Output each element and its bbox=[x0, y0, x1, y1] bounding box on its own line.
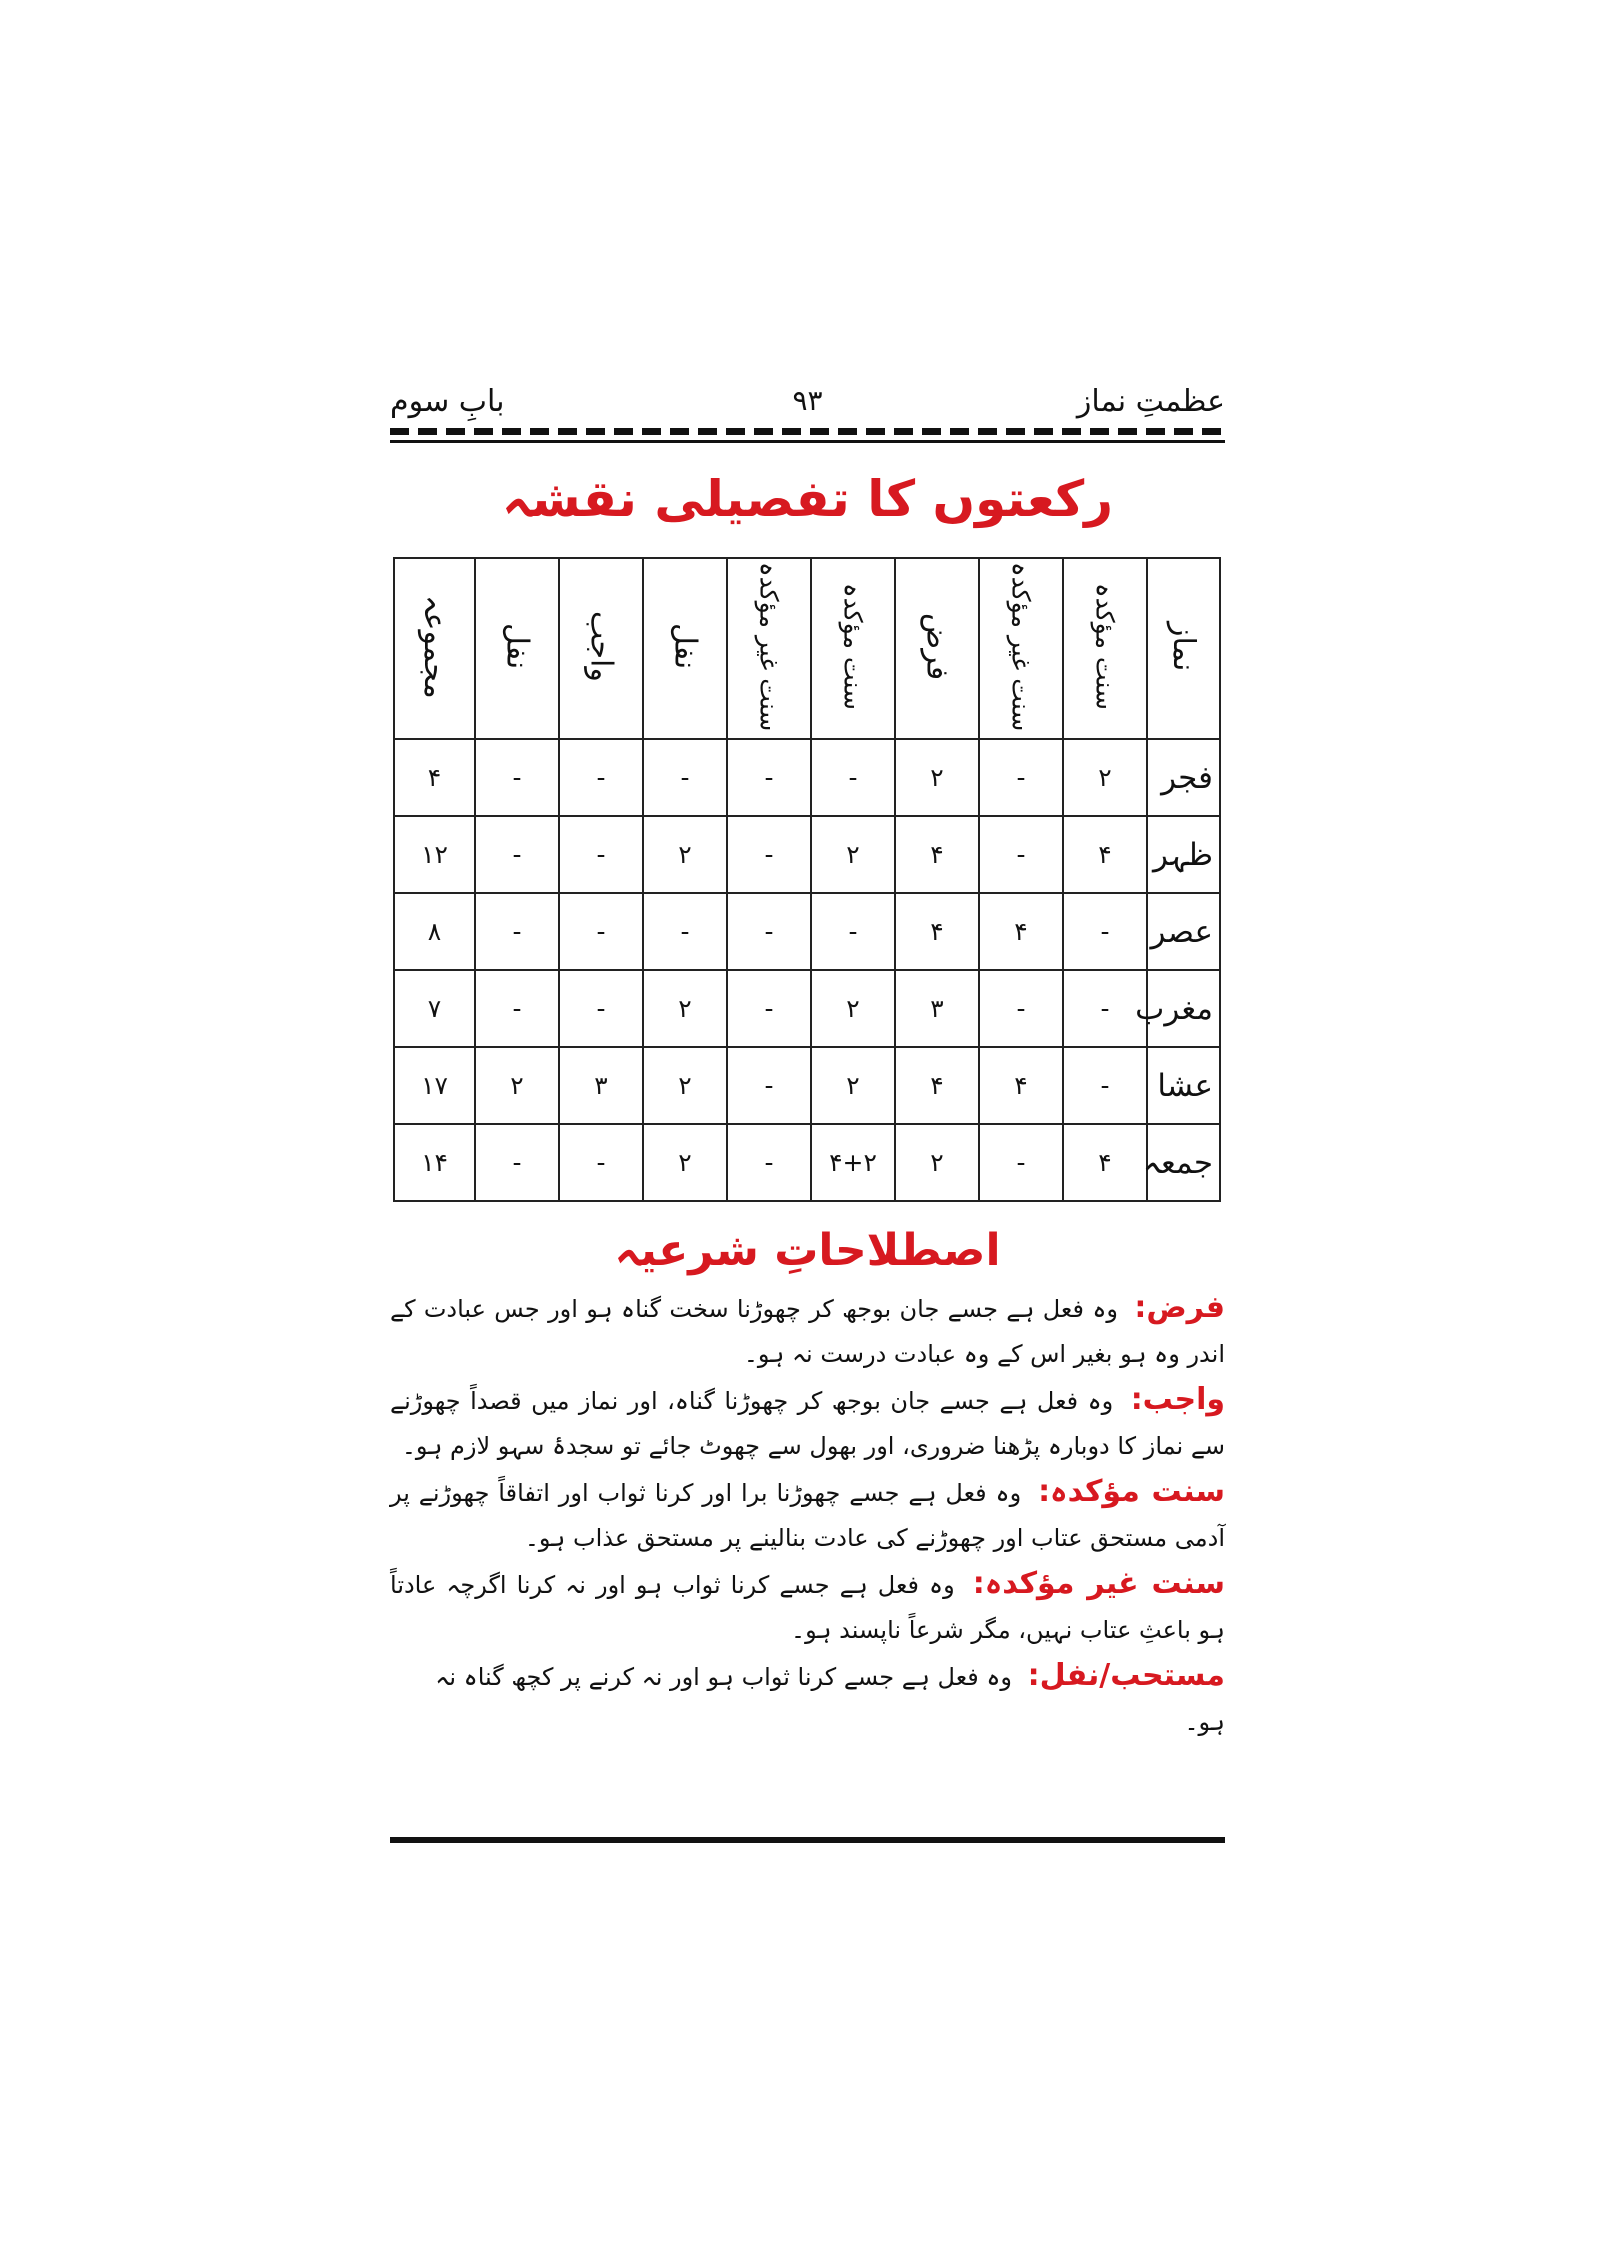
prayer-name: عشا bbox=[1147, 1047, 1220, 1124]
table-cell: - bbox=[559, 816, 643, 893]
table-cell: - bbox=[727, 816, 811, 893]
table-cell: ۲ bbox=[643, 1124, 727, 1201]
definition-term: سنت غیر مؤکدہ: bbox=[972, 1566, 1225, 1601]
table-cell: ۴ bbox=[979, 893, 1063, 970]
table-cell: ۴ bbox=[394, 739, 475, 816]
table-cell: ۱۷ bbox=[394, 1047, 475, 1124]
column-header: فرض bbox=[895, 558, 979, 739]
bottom-rule bbox=[390, 1837, 1225, 1843]
definition-text: وہ فعل ہے جسے کرنا ثواب ہو اور نہ کرنے پر کچھ گناہ نہ ہو۔ bbox=[435, 1663, 1225, 1736]
definition-text: وہ فعل ہے جسے جان بوجھ کر چھوڑنا سخت گناہ ہو اور جس عبادت کے اندر وہ ہو بغیر اس کے وہ عبادت درست نہ ہو۔ bbox=[390, 1295, 1225, 1368]
table-cell: ۲ bbox=[643, 1047, 727, 1124]
definition-term: فرض: bbox=[1134, 1290, 1225, 1325]
table-cell: - bbox=[979, 970, 1063, 1047]
prayer-name: جمعہ bbox=[1147, 1124, 1220, 1201]
table-cell: - bbox=[559, 893, 643, 970]
chapter-label: بابِ سوم bbox=[390, 384, 505, 419]
definition-term: مستحب/نفل: bbox=[1027, 1658, 1225, 1693]
column-header: نفل bbox=[475, 558, 559, 739]
table-cell: ۲ bbox=[895, 739, 979, 816]
table-cell: ۱۲ bbox=[394, 816, 475, 893]
column-header: نفل bbox=[643, 558, 727, 739]
table-cell: - bbox=[475, 970, 559, 1047]
table-cell: - bbox=[559, 1124, 643, 1201]
table-cell: - bbox=[559, 739, 643, 816]
definition-wajib bbox=[390, 1377, 1225, 1469]
column-header: سنت مؤکدہ bbox=[811, 558, 895, 739]
table-cell: - bbox=[727, 1047, 811, 1124]
definition-text: وہ فعل ہے جسے کرنا ثواب ہو اور نہ کرنا اگرچہ عادتاً ہو باعثِ عتاب نہیں، مگر شرعاً ناپسند ہو۔ bbox=[390, 1571, 1225, 1644]
table-title: رکعتوں کا تفصیلی نقشہ bbox=[502, 470, 1113, 528]
table-row bbox=[394, 816, 1220, 893]
table-row bbox=[394, 970, 1220, 1047]
table-cell: - bbox=[979, 739, 1063, 816]
table-cell: - bbox=[475, 1124, 559, 1201]
table-cell: ۲ bbox=[1063, 739, 1147, 816]
prayer-name: ظہر bbox=[1147, 816, 1220, 893]
table-cell: - bbox=[1063, 1047, 1147, 1124]
table-cell: - bbox=[1063, 893, 1147, 970]
table-cell: ۲ bbox=[475, 1047, 559, 1124]
column-header: مجموعہ bbox=[394, 558, 475, 739]
table-cell: ۲ bbox=[895, 1124, 979, 1201]
table-cell: ۴ bbox=[895, 816, 979, 893]
table-row bbox=[394, 1124, 1220, 1201]
table-cell: ۲ bbox=[811, 970, 895, 1047]
table-cell: ۸ bbox=[394, 893, 475, 970]
rakat-table bbox=[393, 557, 1221, 1202]
prayer-name: فجر bbox=[1147, 739, 1220, 816]
table-cell: - bbox=[979, 816, 1063, 893]
page-number: ۹۳ bbox=[792, 384, 823, 417]
definition-text: وہ فعل ہے جسے جان بوجھ کر چھوڑنا گناہ، اور نماز میں قصداً چھوڑنے سے نماز کا دوبارہ پڑھنا ضروری، اور بھول سے چھوٹ جائے تو سجدۂ سہو لازم ہو۔ bbox=[390, 1387, 1225, 1460]
table-cell: ۴ bbox=[895, 893, 979, 970]
book-title: عظمتِ نماز bbox=[1076, 384, 1225, 419]
table-cell: - bbox=[811, 893, 895, 970]
table-cell: - bbox=[643, 893, 727, 970]
table-cell: ۴+۲ bbox=[811, 1124, 895, 1201]
prayer-name: عصر bbox=[1147, 893, 1220, 970]
column-header: سنت غیر مؤکدہ bbox=[727, 558, 811, 739]
definition-text: وہ فعل ہے جسے چھوڑنا برا اور کرنا ثواب اور اتفاقاً چھوڑنے پر آدمی مستحق عتاب اور چھوڑنے کی عادت بنالینے پر مستحق عذاب ہو۔ bbox=[390, 1479, 1225, 1552]
definition-term: سنت مؤکدہ: bbox=[1038, 1474, 1225, 1509]
table-cell: - bbox=[475, 816, 559, 893]
table-cell: ۱۴ bbox=[394, 1124, 475, 1201]
table-cell: ۳ bbox=[895, 970, 979, 1047]
column-header: نماز bbox=[1147, 558, 1220, 739]
table-cell: - bbox=[727, 970, 811, 1047]
column-header: واجب bbox=[559, 558, 643, 739]
table-cell: ۷ bbox=[394, 970, 475, 1047]
definition-sunnat-muakkada bbox=[390, 1469, 1225, 1561]
table-cell: - bbox=[979, 1124, 1063, 1201]
running-header bbox=[390, 380, 1225, 430]
dashed-divider bbox=[390, 428, 1225, 435]
book-page bbox=[390, 380, 1225, 1860]
table-cell: - bbox=[727, 739, 811, 816]
terms-title: اصطلاحاتِ شرعیہ bbox=[614, 1225, 1001, 1276]
table-cell: ۴ bbox=[1063, 816, 1147, 893]
definition-term: واجب: bbox=[1130, 1382, 1225, 1417]
definition-sunnat-ghair-muakkada bbox=[390, 1561, 1225, 1653]
definition-mustahab-nafl bbox=[390, 1653, 1225, 1745]
table-cell: - bbox=[475, 893, 559, 970]
definitions-section bbox=[390, 1285, 1225, 1745]
table-cell: ۲ bbox=[643, 816, 727, 893]
definition-fard bbox=[390, 1285, 1225, 1377]
table-row bbox=[394, 1047, 1220, 1124]
table-cell: - bbox=[475, 739, 559, 816]
column-header: سنت مؤکدہ bbox=[1063, 558, 1147, 739]
column-header: سنت غیر مؤکدہ bbox=[979, 558, 1063, 739]
table-cell: - bbox=[811, 739, 895, 816]
table-header-row bbox=[394, 558, 1220, 739]
table-row bbox=[394, 739, 1220, 816]
table-cell: ۲ bbox=[811, 1047, 895, 1124]
table-row bbox=[394, 893, 1220, 970]
table-cell: ۴ bbox=[979, 1047, 1063, 1124]
table-cell: ۲ bbox=[811, 816, 895, 893]
table-cell: ۴ bbox=[895, 1047, 979, 1124]
table-cell: ۴ bbox=[1063, 1124, 1147, 1201]
table-cell: - bbox=[727, 1124, 811, 1201]
table-cell: - bbox=[1063, 970, 1147, 1047]
header-rule bbox=[390, 440, 1225, 443]
prayer-name: مغرب bbox=[1147, 970, 1220, 1047]
table-cell: - bbox=[727, 893, 811, 970]
table-cell: ۳ bbox=[559, 1047, 643, 1124]
table-cell: ۲ bbox=[643, 970, 727, 1047]
table-cell: - bbox=[559, 970, 643, 1047]
table-cell: - bbox=[643, 739, 727, 816]
